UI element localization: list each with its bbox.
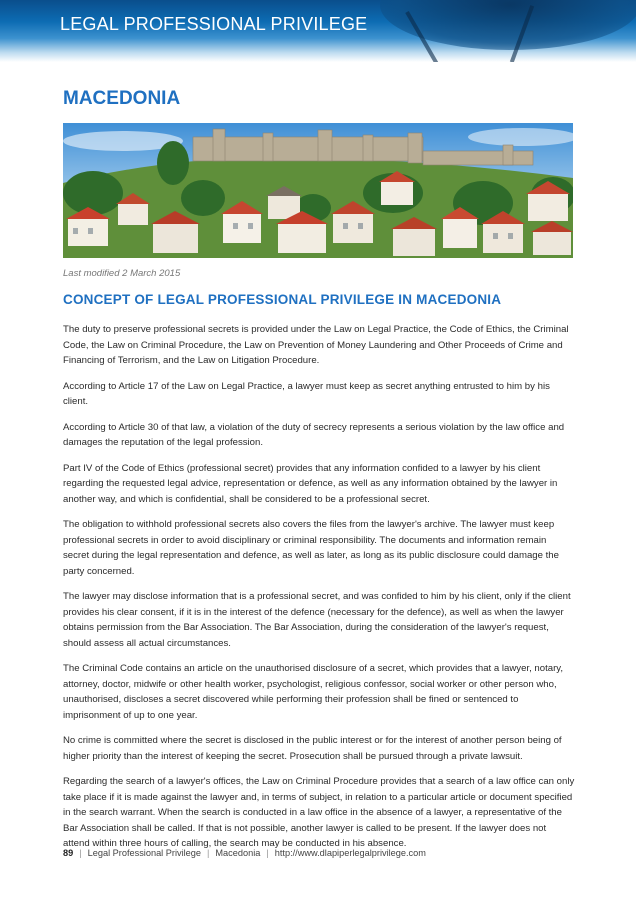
footer-publication: Legal Professional Privilege xyxy=(87,848,202,858)
paragraph: Part IV of the Code of Ethics (professional secret) provides that any information confided to a lawyer by his client regarding the requested legal advice, representation or defence, as well as any information obtained by the lawyer in another way, and which is confidential, shall be considered to be a professional secret. xyxy=(63,462,558,505)
section-heading: CONCEPT OF LEGAL PROFESSIONAL PRIVILEGE IN MACEDONIA xyxy=(63,292,502,307)
separator: | xyxy=(266,848,269,858)
paragraph: The duty to preserve professional secrets is provided under the Law on Legal Practice, the Code of Ethics, the Criminal Code, the Law on Criminal Procedure, the Law on Prevention of Money Laundering and Other Proceeds of Crime and Financing of Terrorism, and the Law on Litigation Procedure. xyxy=(63,324,569,366)
paragraph: No crime is committed where the secret is disclosed in the public interest or for the interest of another person being of higher priority than the interest of keeping the secret. Prosecution shall be pursued through a private lawsuit. xyxy=(63,735,562,762)
paragraph: The obligation to withhold professional secrets also covers the files from the lawyer's archive. The lawyer must keep professional secrets in order to avoid disciplinary or criminal responsibility. The documents and information remain secret during the legal representation and defence, as well as later, as long as its public disclosure could damage the party concerned. xyxy=(63,519,559,577)
paragraph: According to Article 30 of that law, a violation of the duty of secrecy represents a serious violation by the law office and damages the reputation of the legal profession. xyxy=(63,421,565,448)
hero-photo xyxy=(63,123,573,258)
separator: | xyxy=(79,848,82,858)
separator: | xyxy=(207,848,210,858)
article-body xyxy=(63,322,575,862)
banner-decoration xyxy=(380,0,636,50)
last-modified: Last modified 2 March 2015 xyxy=(63,268,181,279)
country-title: MACEDONIA xyxy=(63,88,181,109)
page-number: 89 xyxy=(63,848,74,858)
paragraph: The Criminal Code contains an article on the unauthorised disclosure of a secret, which provides that a lawyer, notary, attorney, doctor, midwife or other health worker, psychologist, religious confessor, social worker or other person who, unauthorised, discloses a secret discovered while performing their profession shall be fined or sentenced to imprisonment of up to one year. xyxy=(63,663,564,721)
page-footer xyxy=(63,848,426,858)
footer-country: Macedonia xyxy=(215,848,261,858)
paragraph: According to Article 17 of the Law on Legal Practice, a lawyer must keep as secret anything entrusted to him by his client. xyxy=(63,380,550,407)
paragraph: Regarding the search of a lawyer's offices, the Law on Criminal Procedure provides that a search of a law office can only take place if it is made against the lawyer and, in terms of subject, in relation to a particular article or document specified in the search warrant. When the search is conducted in a law office in the absence of a lawyer, a representative of the Bar Association shall be called. If that is not possible, another lawyer is called to be present. If the lawyer does not attend within three hours of calling, the search may be conducted in his absence. xyxy=(63,776,575,849)
paragraph: The lawyer may disclose information that is a professional secret, and was confided to him by his client, only if the client provides his clear consent, if it is in the interest of the defence (necessary for the defence), as well as when the lawyer obtains permission from the Bar Association. The Bar Association, during the consideration of the lawyer's request, should assess all actual circumstances. xyxy=(63,591,571,649)
footer-url-link[interactable]: http://www.dlapiperlegalprivilege.com xyxy=(274,848,426,858)
banner-title: LEGAL PROFESSIONAL PRIVILEGE xyxy=(60,14,368,34)
header-banner xyxy=(0,0,636,62)
